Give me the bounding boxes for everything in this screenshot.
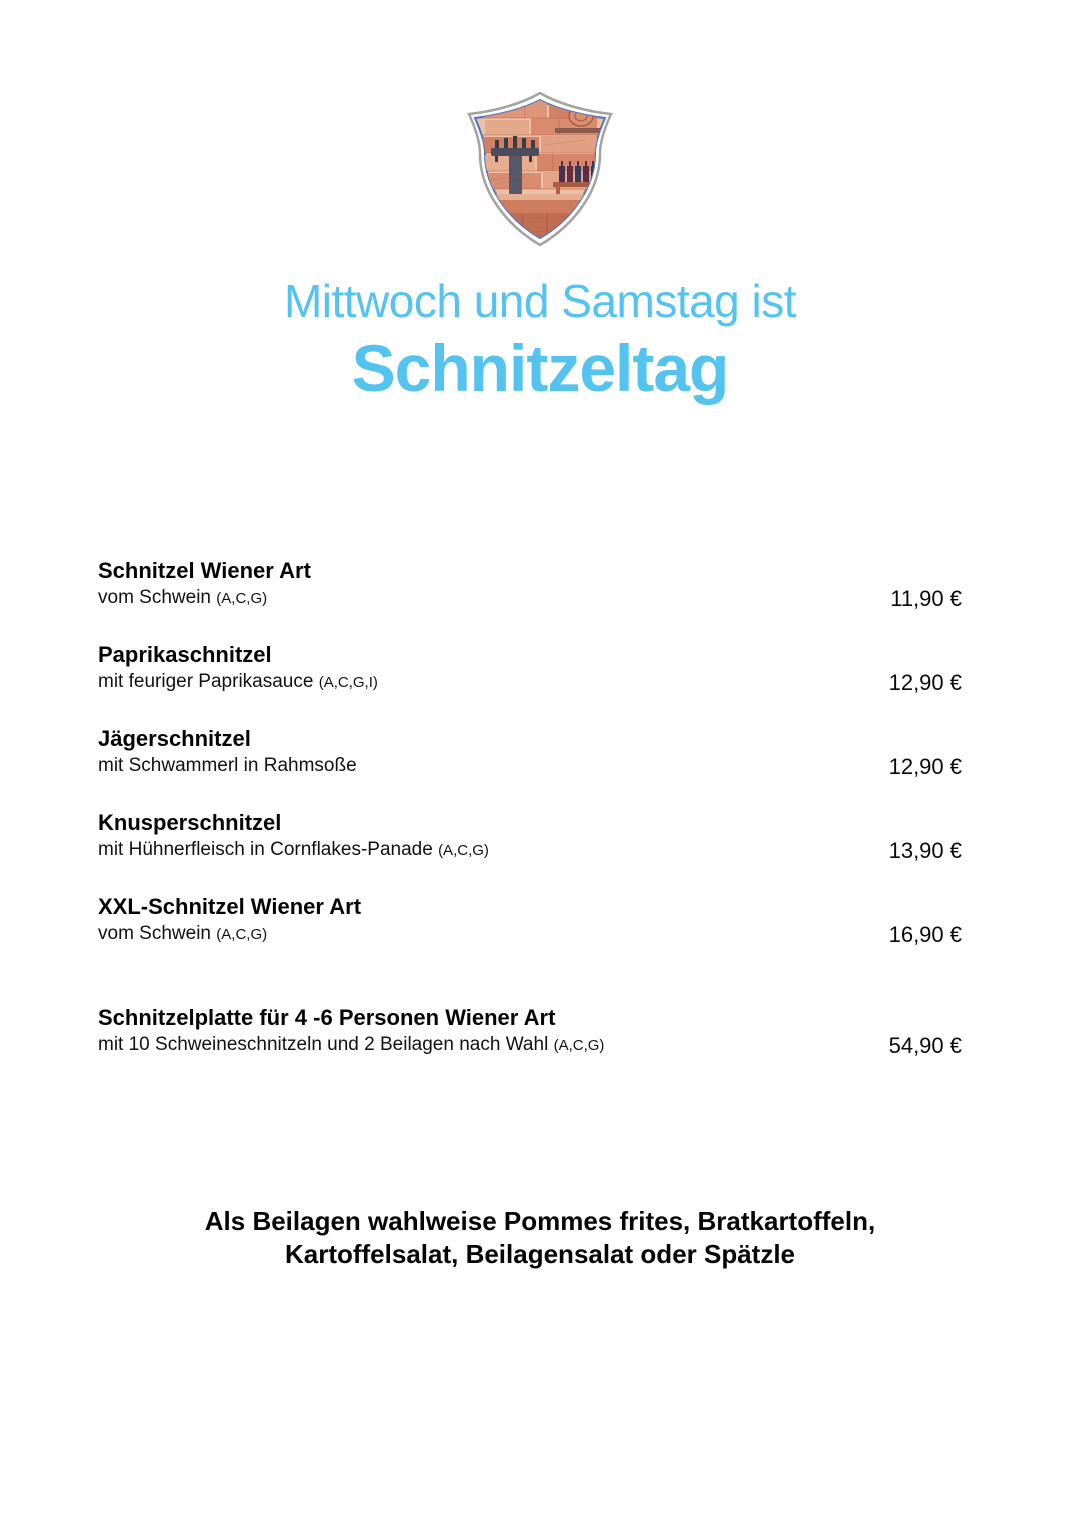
sides-note (0, 1205, 1080, 1271)
item-allergens: (A,C,G) (216, 926, 268, 943)
menu-item-jaegerschnitzel (98, 725, 962, 780)
menu-item-xxl-schnitzel (98, 893, 962, 948)
menu-item-list (98, 557, 962, 1059)
item-price: 13,90 € (888, 838, 962, 863)
item-description: vom Schwein (A,C,G) (98, 923, 268, 944)
sides-note-line2: Kartoffelsalat, Beilagensalat oder Spätzle (284, 1239, 796, 1269)
menu-item-paprikaschnitzel (98, 641, 962, 696)
menu-item-schnitzel-wiener-art (98, 557, 962, 612)
menu-subtitle: Mittwoch und Samstag ist (283, 275, 797, 327)
item-name: Schnitzelplatte für 4 -6 Personen Wiener Art (98, 1005, 556, 1030)
item-price: 12,90 € (888, 670, 962, 695)
item-allergens: (A,C,G) (216, 590, 268, 607)
item-description: mit feuriger Paprikasauce (A,C,G,I) (98, 671, 378, 692)
item-price: 12,90 € (888, 754, 962, 779)
menu-title: Schnitzeltag (351, 331, 729, 405)
item-name: Knusperschnitzel (98, 810, 282, 835)
item-description: mit Schwammerl in Rahmsoße (98, 755, 357, 776)
tavern-crest-logo (465, 90, 615, 248)
item-name: XXL-Schnitzel Wiener Art (98, 894, 362, 919)
item-price: 54,90 € (888, 1033, 962, 1058)
item-name: Schnitzel Wiener Art (98, 558, 311, 583)
item-allergens: (A,C,G) (553, 1037, 605, 1054)
menu-item-schnitzelplatte (98, 1004, 962, 1059)
item-allergens: (A,C,G,I) (318, 674, 378, 691)
logo-container (0, 0, 1080, 253)
item-description: mit Hühnerfleisch in Cornflakes-Panade (A,C,G) (98, 839, 489, 860)
item-price: 11,90 € (890, 586, 962, 611)
item-name: Jägerschnitzel (98, 726, 251, 751)
item-allergens: (A,C,G) (438, 842, 489, 859)
sides-note-line1: Als Beilagen wahlweise Pommes frites, Bratkartoffeln, (204, 1206, 876, 1236)
item-description: mit 10 Schweineschnitzeln und 2 Beilagen nach Wahl (A,C,G) (98, 1034, 605, 1055)
menu-item-knusperschnitzel (98, 809, 962, 864)
item-name: Paprikaschnitzel (98, 642, 272, 667)
item-description: vom Schwein (A,C,G) (98, 587, 268, 608)
item-price: 16,90 € (888, 922, 962, 947)
